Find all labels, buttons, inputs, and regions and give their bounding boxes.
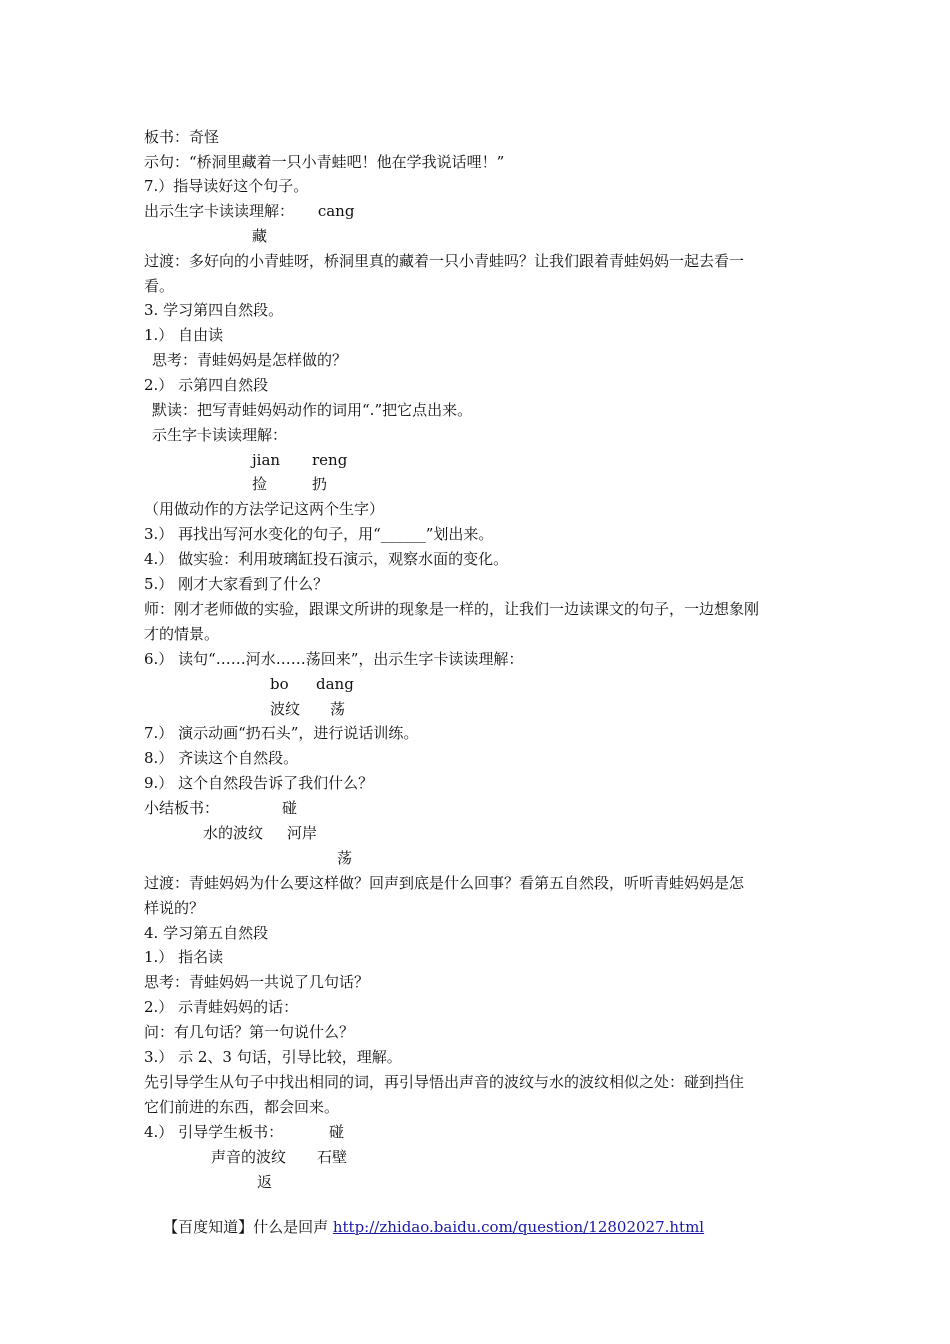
text-line: 藏 — [252, 227, 268, 245]
text-line: 3.） 示 2、3 句话，引导比较，理解。 — [144, 1048, 402, 1066]
text-line: 过渡：青蛙妈妈为什么要这样做？回声到底是什么回事？看第五自然段，听听青蛙妈妈是怎 — [144, 874, 745, 892]
section-heading: 3. 学习第四自然段。 — [144, 301, 284, 319]
diagram-word: 碰 — [282, 799, 298, 817]
text-line: 9.） 这个自然段告诉了我们什么？ — [144, 774, 374, 792]
character: 波纹 — [270, 700, 301, 718]
text-line: 出示生字卡读读理解： cang — [144, 202, 355, 220]
text-line: 2.） 示第四自然段 — [144, 376, 269, 394]
pinyin: dang — [316, 675, 354, 693]
character: 扔 — [312, 475, 328, 493]
section-heading: 4. 学习第五自然段 — [144, 924, 269, 942]
text-line: 7.） 演示动画“扔石头”，进行说话训练。 — [144, 724, 419, 742]
text-line: 1.） 指名读 — [144, 948, 224, 966]
text-line: 5.） 刚才大家看到了什么？ — [144, 575, 329, 593]
text-line: （用做动作的方法学记这两个生字） — [144, 500, 385, 518]
reference-line — [144, 1197, 704, 1257]
diagram-word: 碰 — [329, 1123, 345, 1141]
reference-link[interactable]: http://zhidao.baidu.com/question/12802027.html — [332, 1218, 705, 1236]
pinyin: bo — [270, 675, 289, 693]
text-line: 板书：奇怪 — [144, 128, 220, 146]
text-line: 示生字卡读读理解： — [152, 426, 288, 444]
text-line: 师：刚才老师做的实验，跟课文所讲的现象是一样的，让我们一边读课文的句子，一边想象刚 — [144, 600, 760, 618]
diagram-word: 河岸 — [287, 824, 318, 842]
text-line: 思考：青蛙妈妈一共说了几句话？ — [144, 973, 370, 991]
text-line: 过渡：多好向的小青蛙呀，桥洞里真的藏着一只小青蛙吗？让我们跟着青蛙妈妈一起去看一 — [144, 252, 745, 270]
text-line: 小结板书： — [144, 799, 220, 817]
diagram-word: 返 — [257, 1173, 273, 1191]
text-line: 4.） 做实验：利用玻璃缸投石演示，观察水面的变化。 — [144, 550, 509, 568]
text-line: 默读：把写青蛙妈妈动作的词用“.”把它点出来。 — [152, 401, 473, 419]
text-line: 问：有几句话？第一句说什么？ — [144, 1023, 355, 1041]
text-line: 1.） 自由读 — [144, 326, 224, 344]
text-line: 2.） 示青蛙妈妈的话： — [144, 998, 299, 1016]
text-line: 思考：青蛙妈妈是怎样做的？ — [152, 351, 348, 369]
character: 荡 — [330, 700, 346, 718]
text-line: 才的情景。 — [144, 625, 220, 643]
diagram-word: 水的波纹 — [203, 824, 264, 842]
character: 捡 — [252, 475, 268, 493]
text-line: 6.） 读句“……河水……荡回来”，出示生字卡读读理解： — [144, 650, 524, 668]
text-line: 示句：“桥洞里藏着一只小青蛙吧！他在学我说话哩！” — [144, 153, 505, 171]
text-line: 8.） 齐读这个自然段。 — [144, 749, 299, 767]
text-line: 3.） 再找出写河水变化的句子，用“______”划出来。 — [144, 525, 494, 543]
text-line: 7.）指导读好这个句子。 — [144, 177, 309, 195]
text-line: 4.） 引导学生板书： — [144, 1123, 284, 1141]
pinyin: reng — [312, 451, 348, 469]
text-line: 看。 — [144, 277, 175, 295]
text-line: 先引导学生从句子中找出相同的词，再引导悟出声音的波纹与水的波纹相似之处：碰到挡住 — [144, 1073, 745, 1091]
diagram-word: 声音的波纹 — [211, 1148, 287, 1166]
diagram-word: 荡 — [337, 849, 353, 867]
text-line: 它们前进的东西，都会回来。 — [144, 1098, 340, 1116]
reference-label: 【百度知道】什么是回声 — [163, 1218, 333, 1236]
text-line: 样说的？ — [144, 899, 205, 917]
diagram-word: 石壁 — [317, 1148, 348, 1166]
pinyin: jian — [252, 451, 281, 469]
